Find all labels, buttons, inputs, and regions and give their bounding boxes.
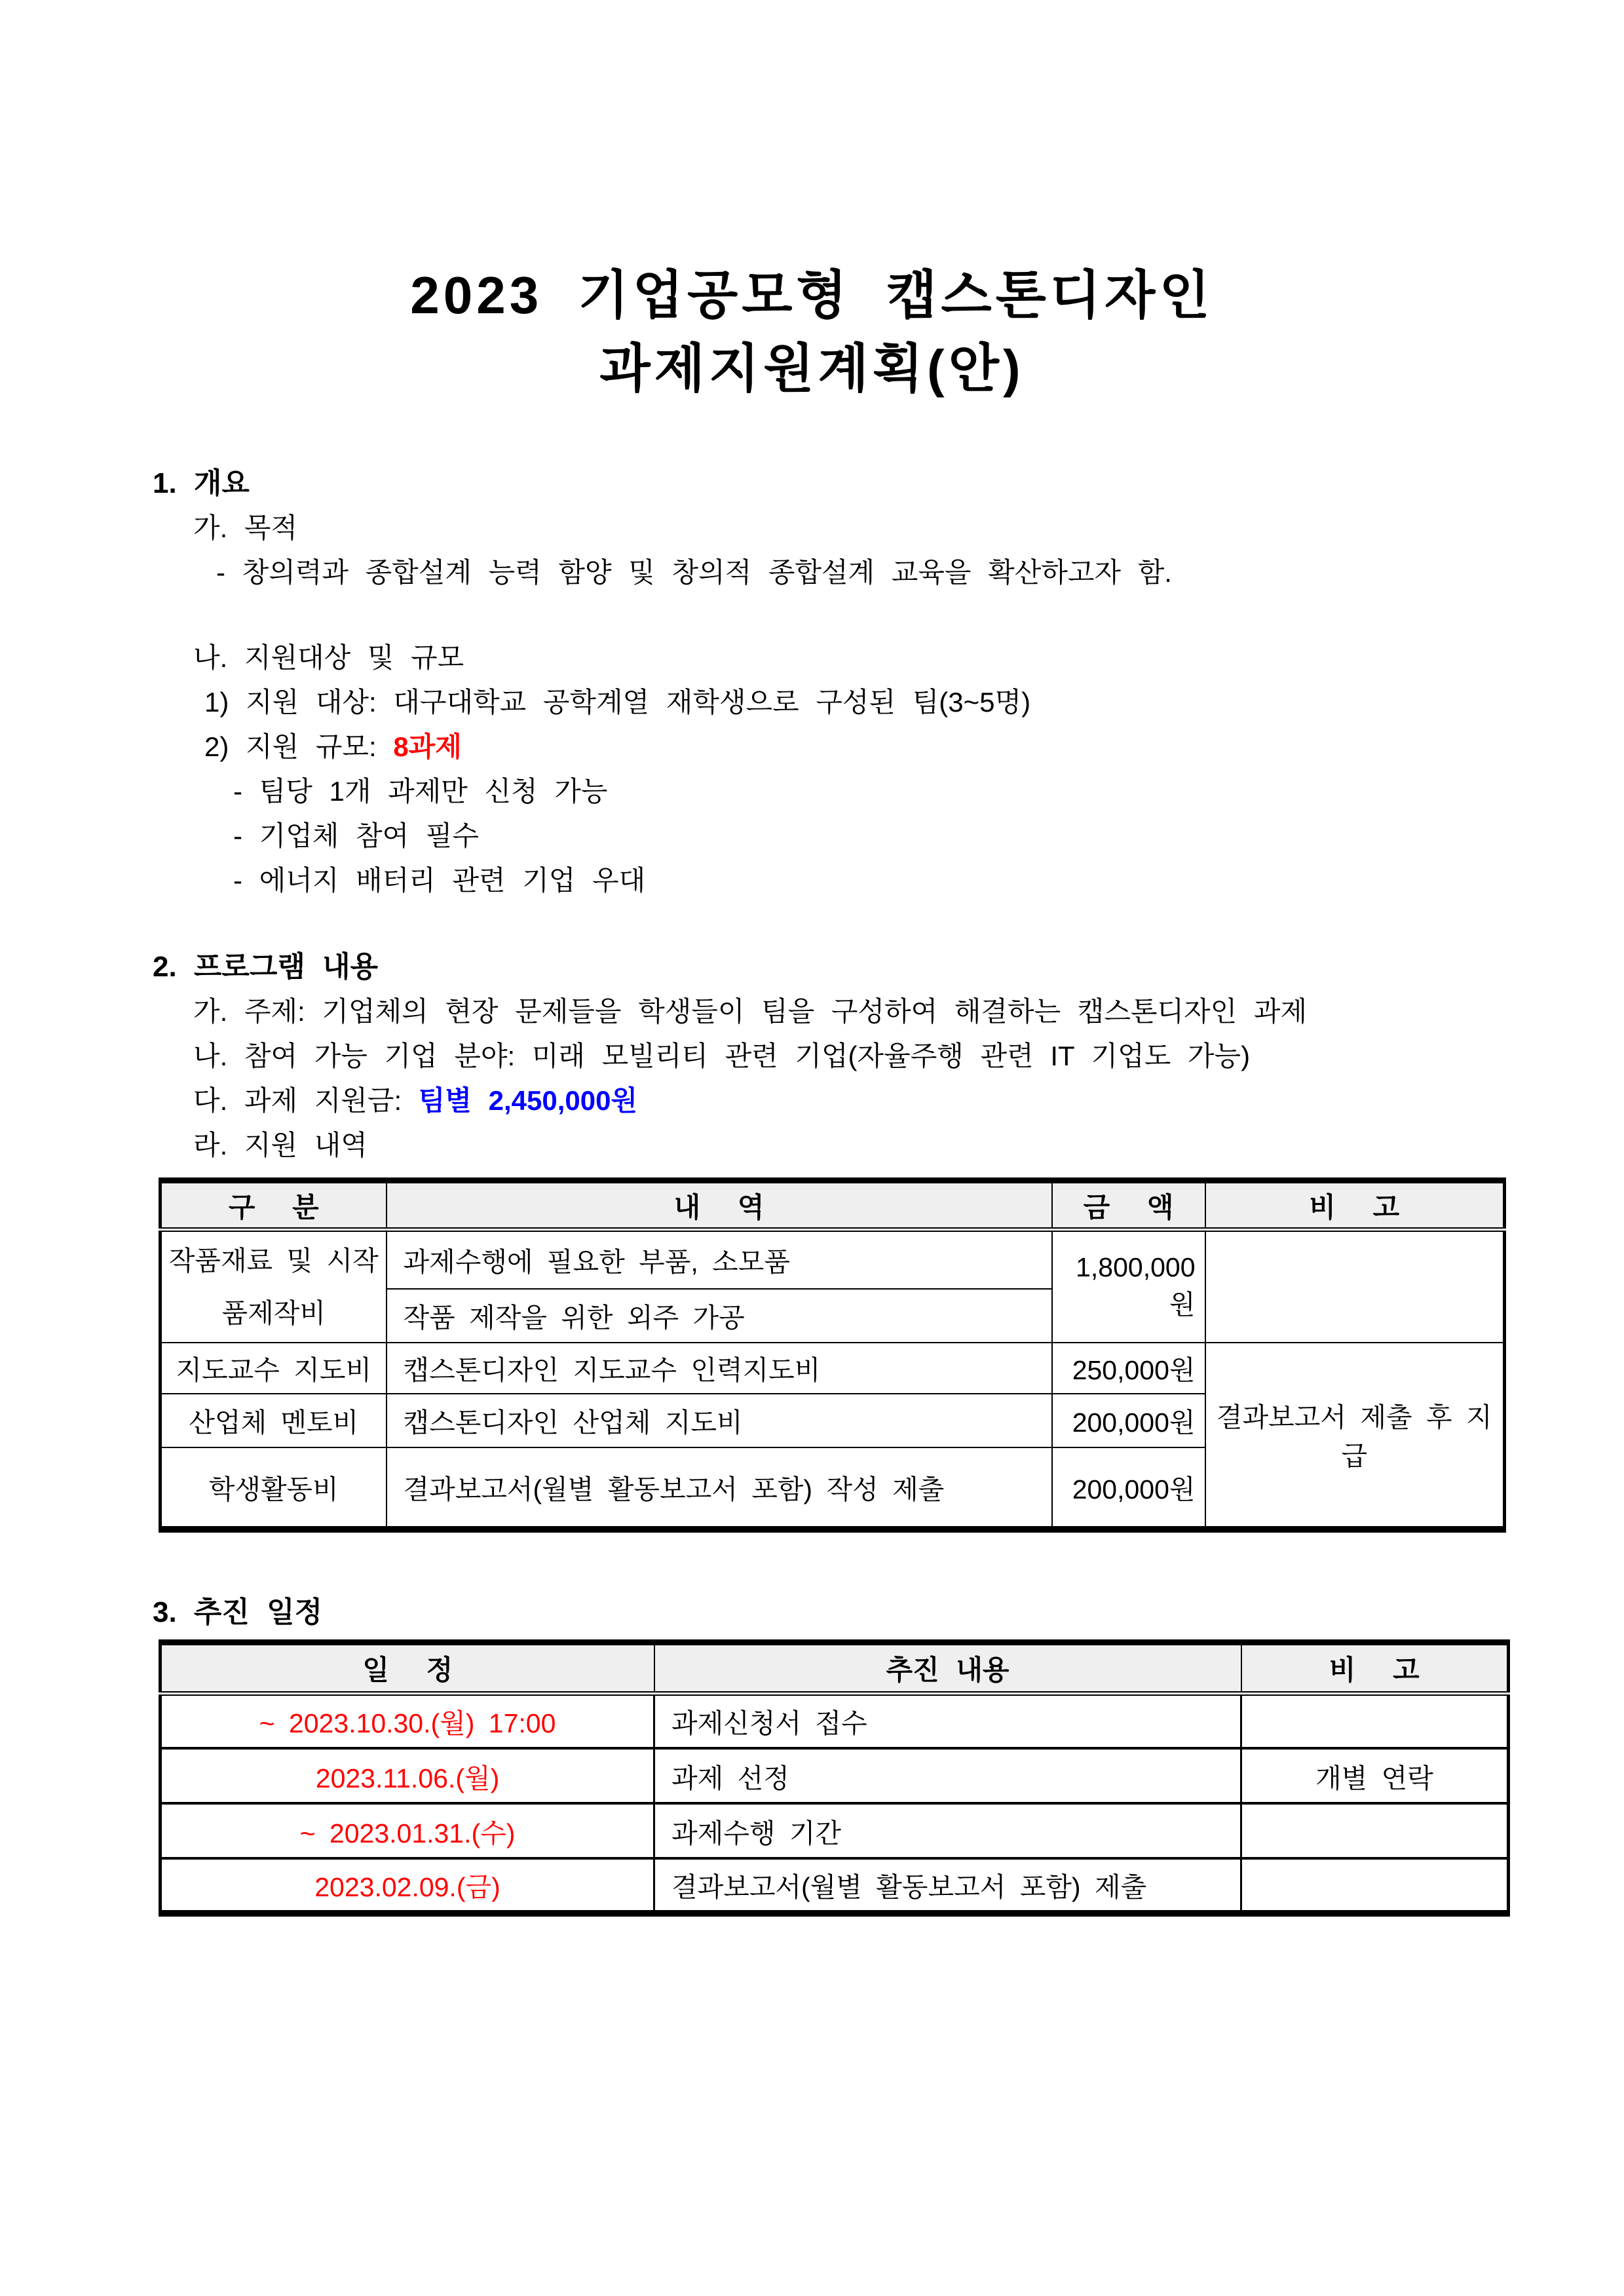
scale-item-prefix: 2) 지원 규모: <box>204 731 394 762</box>
schedule-row-1 <box>161 1693 1509 1748</box>
support-header-note: 비 고 <box>1205 1181 1505 1230</box>
target-item: 1) 지원 대상: 대구대학교 공학계열 재학생으로 구성된 팀(3~5명) <box>204 687 1031 718</box>
note-empty-cell <box>1205 1230 1505 1343</box>
schedule-row-2 <box>161 1748 1509 1803</box>
schedule-header-note: 비 고 <box>1241 1642 1509 1693</box>
document-title <box>0 259 1624 406</box>
scale-note-3: - 에너지 배터리 관련 기업 우대 <box>233 865 646 896</box>
program-topic: 가. 주제: 기업체의 현장 문제들을 학생들이 팀을 구성하여 해결하는 캡스톤디자인 과제 <box>193 996 1308 1027</box>
student-detail-cell: 결과보고서(월별 활동보고서 포함) 작성 제출 <box>387 1447 1052 1529</box>
support-table <box>159 1177 1506 1533</box>
note-merged-cell: 결과보고서 제출 후 지급 <box>1205 1343 1505 1529</box>
schedule-row-2-date: 2023.11.06.(월) <box>161 1748 654 1803</box>
professor-amount-cell: 250,000원 <box>1052 1343 1205 1394</box>
support-row-material-1 <box>161 1230 1505 1289</box>
support-header-detail: 내 역 <box>387 1181 1052 1230</box>
material-detail-1-cell: 과제수행에 필요한 부품, 소모품 <box>387 1230 1052 1289</box>
schedule-row-2-content: 과제 선정 <box>654 1748 1241 1803</box>
grant-prefix: 다. 과제 지원금: <box>193 1085 419 1116</box>
schedule-row-3 <box>161 1803 1509 1858</box>
target-label: 나. 지원대상 및 규모 <box>193 642 464 673</box>
program-grant <box>193 1079 1624 1123</box>
support-row-professor <box>161 1343 1505 1394</box>
title-line-2: 과제지원계획(안) <box>599 339 1025 398</box>
mentor-category-cell: 산업체 멘토비 <box>161 1394 387 1447</box>
schedule-row-4 <box>161 1858 1509 1913</box>
purpose-label: 가. 목적 <box>193 512 298 543</box>
schedule-header-date: 일 정 <box>161 1642 654 1693</box>
material-detail-2-cell: 작품 제작을 위한 외주 가공 <box>387 1289 1052 1343</box>
program-field: 나. 참여 가능 기업 분야: 미래 모빌리티 관련 기업(자율주행 관련 IT 기업도 가능) <box>193 1041 1251 1071</box>
program-detail-label: 라. 지원 내역 <box>193 1130 368 1160</box>
schedule-row-4-date: 2023.02.09.(금) <box>161 1858 654 1913</box>
support-header-category: 구 분 <box>161 1181 387 1230</box>
title-line-1: 2023 기업공모형 캡스톤디자인 <box>410 266 1214 324</box>
schedule-header-content: 추진 내용 <box>654 1642 1241 1693</box>
scale-item <box>204 725 1624 769</box>
scale-value: 8과제 <box>393 731 462 762</box>
section-3-heading: 3. 추진 일정 <box>153 1596 323 1628</box>
section-1-heading: 1. 개요 <box>153 467 250 499</box>
purpose-detail: - 창의력과 종합설계 능력 함양 및 창의적 종합설계 교육을 확산하고자 함. <box>216 557 1172 588</box>
mentor-detail-cell: 캡스톤디자인 산업체 지도비 <box>387 1394 1052 1447</box>
schedule-row-2-note: 개별 연락 <box>1241 1748 1509 1803</box>
scale-note-2: - 기업체 참여 필수 <box>233 820 479 851</box>
schedule-table <box>159 1639 1510 1917</box>
student-amount-cell: 200,000원 <box>1052 1447 1205 1529</box>
professor-category-cell: 지도교수 지도비 <box>161 1343 387 1394</box>
schedule-row-4-note <box>1241 1858 1509 1913</box>
material-amount-cell: 1,800,000원 <box>1052 1230 1205 1343</box>
support-table-header-row <box>161 1181 1505 1230</box>
schedule-row-1-date: ~ 2023.10.30.(월) 17:00 <box>161 1693 654 1748</box>
schedule-row-4-content: 결과보고서(월별 활동보고서 포함) 제출 <box>654 1858 1241 1913</box>
schedule-row-3-note <box>1241 1803 1509 1858</box>
section-2-heading: 2. 프로그램 내용 <box>153 951 379 983</box>
professor-detail-cell: 캡스톤디자인 지도교수 인력지도비 <box>387 1343 1052 1394</box>
student-category-cell: 학생활동비 <box>161 1447 387 1529</box>
material-category-cell: 작품재료 및 시작품제작비 <box>161 1230 387 1343</box>
grant-value: 팀별 2,450,000원 <box>418 1085 638 1116</box>
schedule-row-1-note <box>1241 1693 1509 1748</box>
schedule-row-1-content: 과제신청서 접수 <box>654 1693 1241 1748</box>
schedule-table-header-row <box>161 1642 1509 1693</box>
schedule-row-3-date: ~ 2023.01.31.(수) <box>161 1803 654 1858</box>
scale-note-1: - 팀당 1개 과제만 신청 가능 <box>233 776 608 807</box>
mentor-amount-cell: 200,000원 <box>1052 1394 1205 1447</box>
schedule-row-3-content: 과제수행 기간 <box>654 1803 1241 1858</box>
support-header-amount: 금 액 <box>1052 1181 1205 1230</box>
